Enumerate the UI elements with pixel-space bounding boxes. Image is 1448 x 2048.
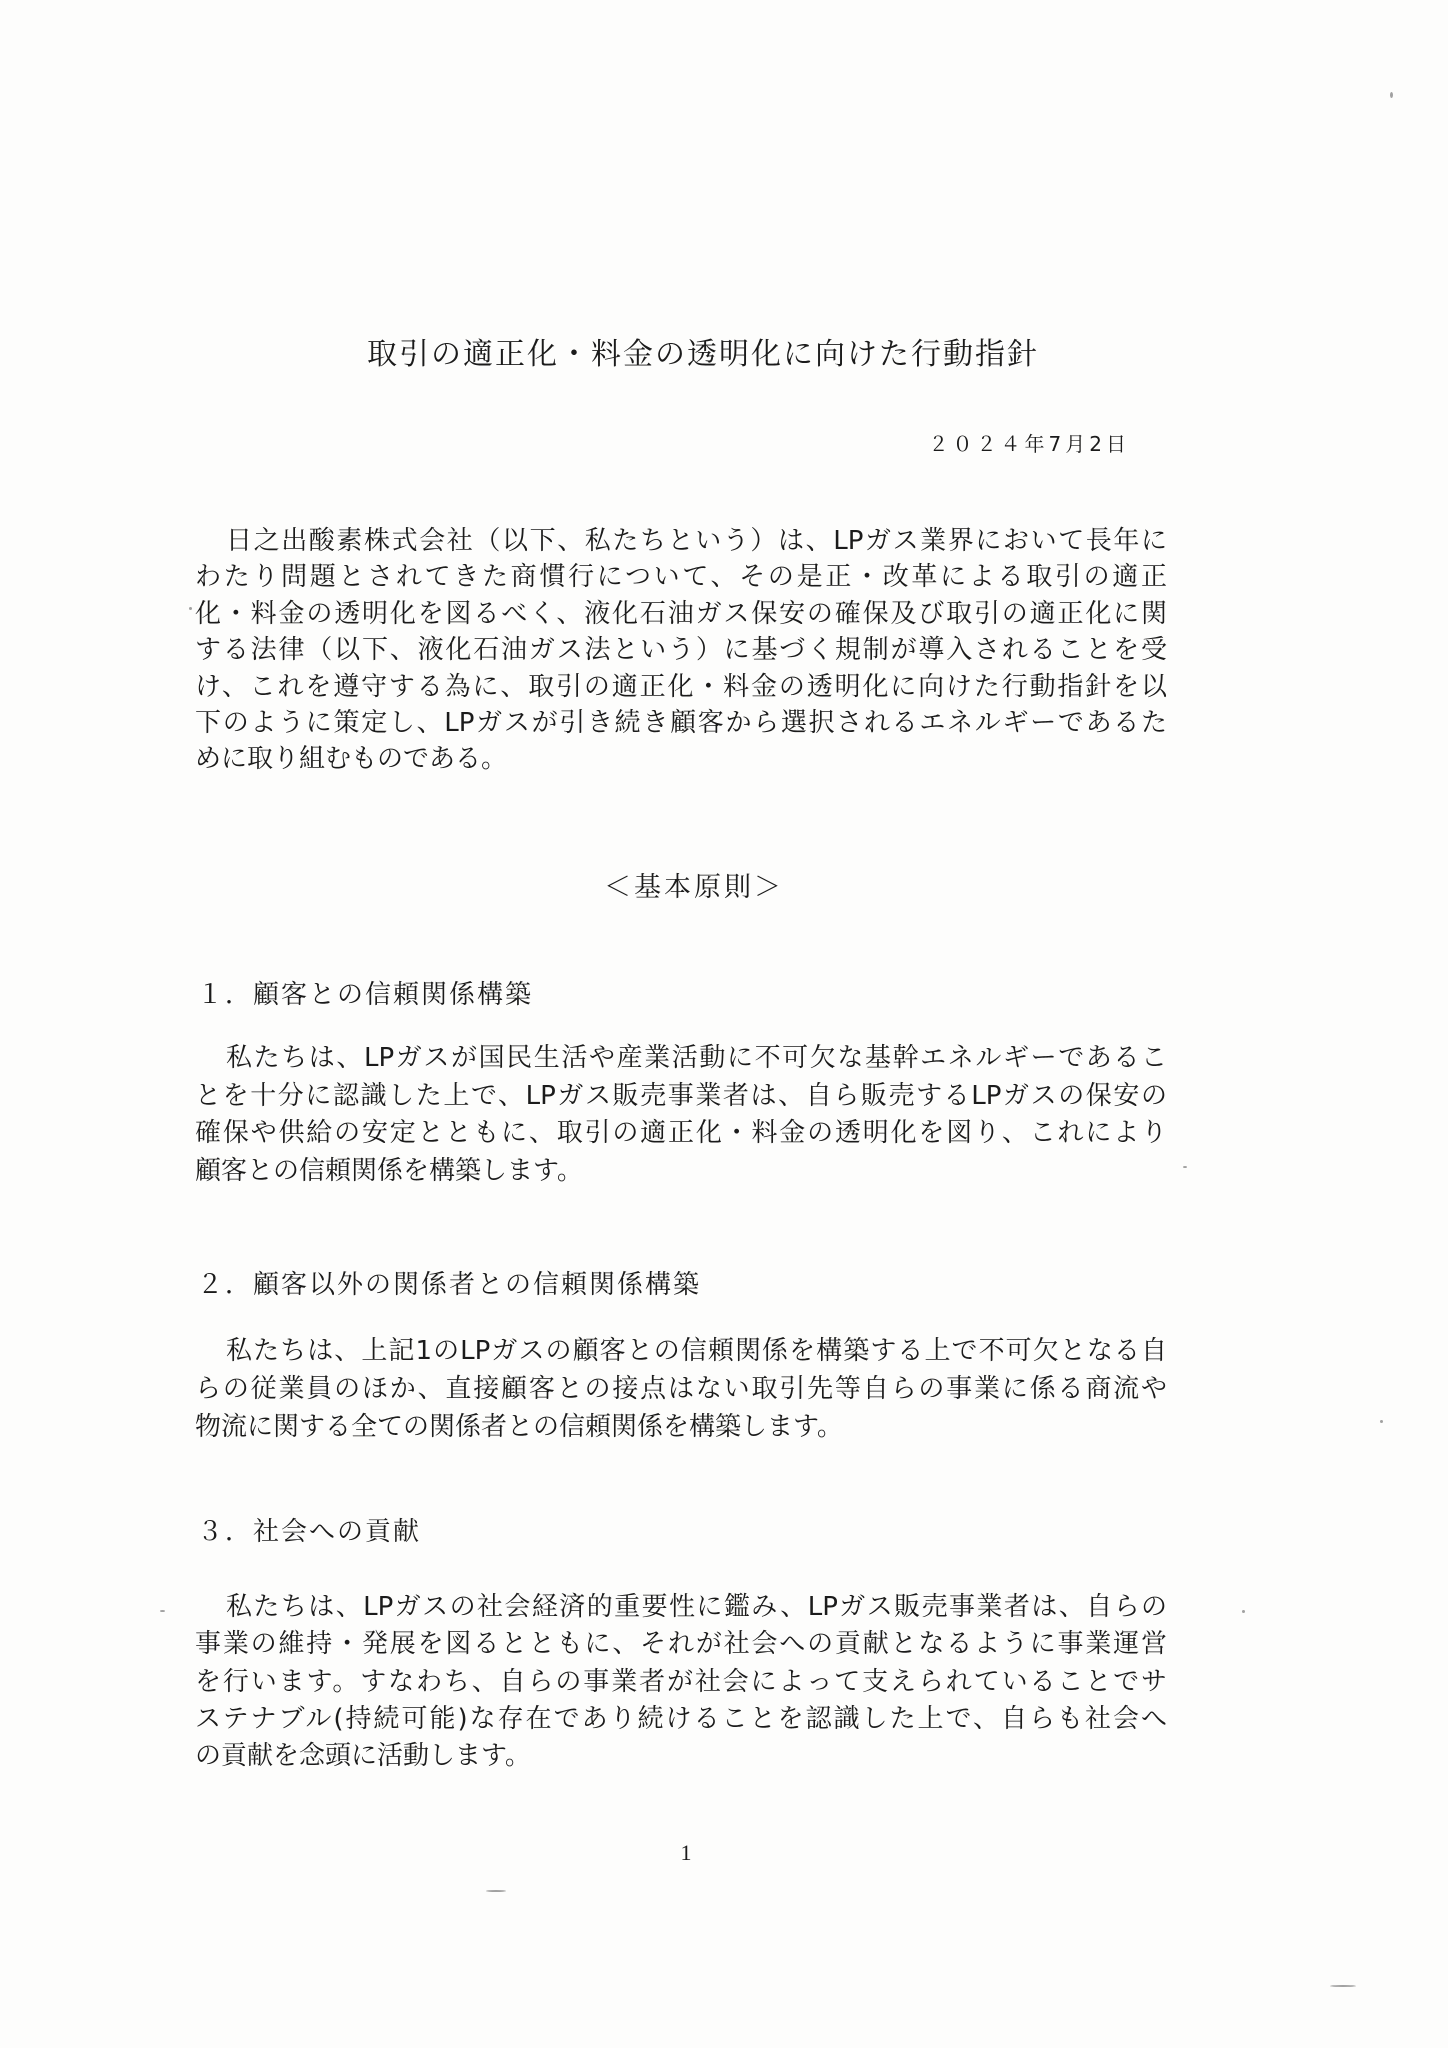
document-title: 取引の適正化・料金の透明化に向けた行動指針	[367, 337, 1039, 372]
scan-speck	[1183, 1166, 1187, 1168]
scan-speck	[1330, 1985, 1356, 1987]
intro-paragraph	[195, 523, 1167, 778]
paragraph-line: の貢献を念頭に活動します。	[195, 1741, 531, 1772]
paragraph-line: 化・料金の透明化を図るべく、液化石油ガス保安の確保及び取引の適正化に関	[195, 598, 1167, 629]
principles-heading: ＜基本原則＞	[604, 872, 784, 903]
scan-speck	[1380, 1420, 1383, 1423]
paragraph-line: 下のように策定し、LPガスが引き続き顧客から選択されるエネルギーであるた	[195, 707, 1167, 738]
paragraph-line: 物流に関する全ての関係者との信頼関係を構築します。	[195, 1412, 843, 1442]
paragraph-line: 日之出酸素株式会社（以下、私たちという）は、LPガス業界において長年に	[226, 526, 1167, 556]
scan-speck	[1242, 1610, 1245, 1613]
paragraph-line: とを十分に認識した上で、LPガス販売事業者は、自ら販売するLPガスの保安の	[195, 1080, 1167, 1111]
paragraph-line: 確保や供給の安定とともに、取引の適正化・料金の透明化を図り、これにより	[195, 1118, 1167, 1149]
section-heading-1: １．顧客との信頼関係構築	[197, 980, 534, 1010]
paragraph-line: 私たちは、LPガスが国民生活や産業活動に不可欠な基幹エネルギーであるこ	[226, 1043, 1167, 1073]
paragraph-line: 私たちは、上記1のLPガスの顧客との信頼関係を構築する上で不可欠となる自	[226, 1336, 1167, 1366]
paragraph-line: け、これを遵守する為に、取引の適正化・料金の透明化に向けた行動指針を以	[195, 671, 1167, 702]
section-heading-3: ３．社会への貢献	[197, 1517, 422, 1547]
paragraph-line: ステナブル(持続可能)な存在であり続けることを認識した上で、自らも社会へ	[195, 1703, 1167, 1734]
paragraph-line: 事業の維持・発展を図るとともに、それが社会への貢献となるように事業運営	[195, 1629, 1167, 1660]
section-paragraph-3	[195, 1589, 1167, 1775]
scan-speck	[160, 1610, 165, 1612]
section-paragraph-1	[195, 1040, 1167, 1191]
section-heading-2: ２．顧客以外の関係者との信頼関係構築	[197, 1270, 702, 1300]
scan-speck	[189, 607, 192, 610]
paragraph-line: 私たちは、LPガスの社会経済的重要性に鑑み、LPガス販売事業者は、自らの	[226, 1592, 1167, 1622]
scan-speck	[1390, 92, 1393, 98]
paragraph-line: らの従業員のほか、直接顧客との接点はない取引先等自らの事業に係る商流や	[195, 1374, 1167, 1404]
document-date: ２０２４年7月2日	[928, 432, 1130, 456]
paragraph-line: 顧客との信頼関係を構築します。	[195, 1156, 583, 1187]
paragraph-line: を行います。すなわち、自らの事業者が社会によって支えられていることでサ	[195, 1666, 1167, 1697]
section-paragraph-2	[195, 1332, 1167, 1446]
page-number: 1	[680, 1840, 692, 1865]
paragraph-line: する法律（以下、液化石油ガス法という）に基づく規制が導入されることを受	[195, 635, 1167, 666]
scan-speck	[486, 1890, 506, 1892]
paragraph-line: わたり問題とされてきた商慣行について、その是正・改革による取引の適正	[195, 562, 1167, 593]
paragraph-line: めに取り組むものである。	[195, 744, 508, 775]
